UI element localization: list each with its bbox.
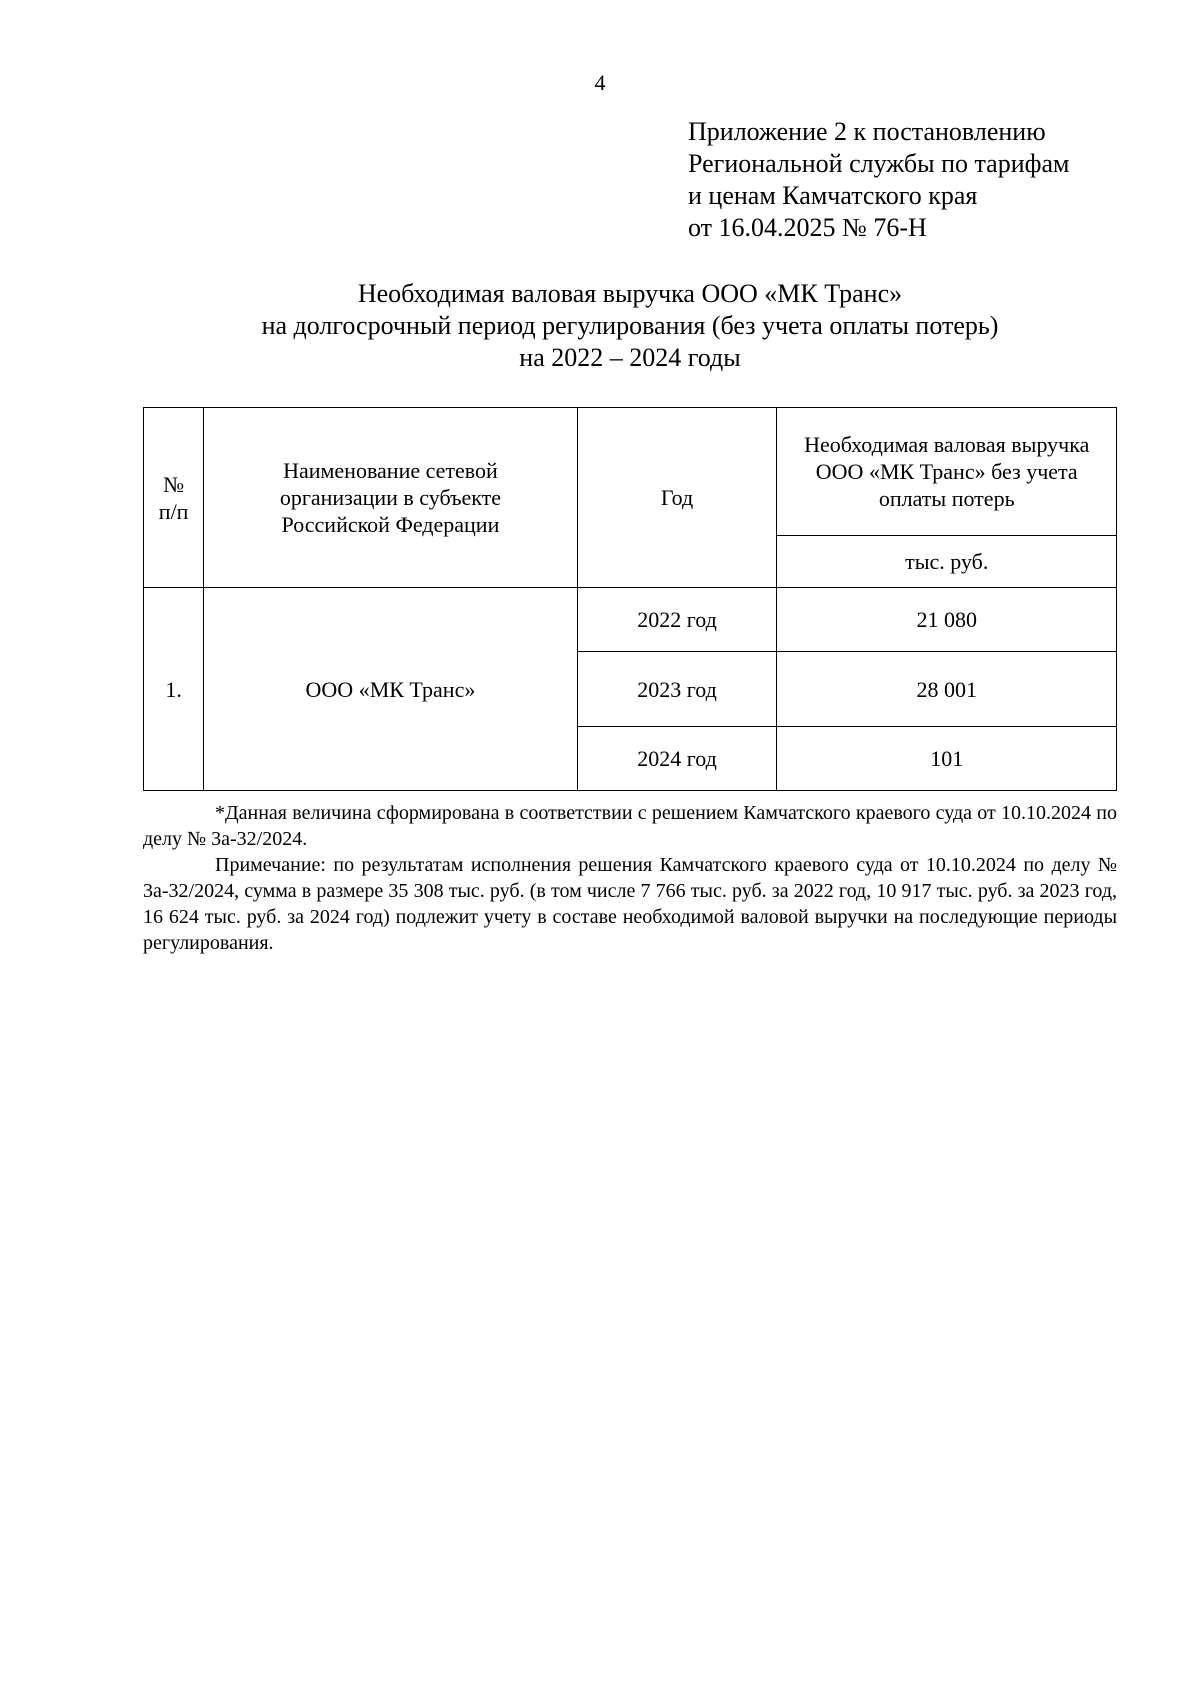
title-line-2: на долгосрочный период регулирования (без учета оплаты потерь) [261, 311, 999, 340]
appendix-line-4: от 16.04.2025 № 76-Н [688, 213, 927, 242]
page-number: 4 [594, 70, 606, 95]
row-year-2023: 2023 год [577, 652, 777, 727]
header-year: Год [577, 408, 777, 588]
row-org-name: ООО «МК Транс» [204, 588, 577, 791]
appendix-line-1: Приложение 2 к постановлению [688, 117, 1046, 146]
appendix-line-3: и ценам Камчатского края [688, 181, 978, 210]
header-num [144, 408, 204, 588]
document-title [0, 278, 1200, 374]
revenue-table [143, 407, 1117, 791]
row-year-2022: 2022 год [577, 588, 777, 652]
header-name [204, 408, 577, 588]
header-num-abbr: п/п [158, 498, 189, 524]
title-line-1: Необходимая валовая выручка ООО «МК Транс» [357, 279, 903, 308]
appendix-header [688, 116, 1069, 244]
row-num: 1. [144, 588, 204, 791]
title-line-3: на 2022 – 2024 годы [519, 343, 741, 372]
row-value-2024: 101 [777, 727, 1117, 791]
table-header-row [144, 408, 1117, 536]
row-year-2024: 2024 год [577, 727, 777, 791]
table-row [144, 588, 1117, 652]
row-value-2022: 21 080 [777, 588, 1117, 652]
remark: Примечание: по результатам исполнения решения Камчатского краевого суда от 10.10.2024 по делу № 3а-32/2024, сумма в размере 35 308 тыс. руб. (в том числе 7 766 тыс. руб. за 2022 год, 10 917 тыс. руб. за 2023 год, 16 624 тыс. руб. за 2024 год) подлежит учету в составе необходимой валовой выручки на последующие периоды регулирования. [143, 854, 1117, 954]
header-num-symbol: № [163, 471, 185, 497]
header-value: Необходимая валовая выручка ООО «МК Транс» без учета оплаты потерь [777, 408, 1117, 536]
row-value-2023: 28 001 [777, 652, 1117, 727]
notes-section [143, 800, 1117, 956]
header-name-text: Наименование сетевой организации в субъекте Российской Федерации [279, 458, 502, 537]
header-unit: тыс. руб. [777, 536, 1117, 588]
footnote: *Данная величина сформирована в соответствии с решением Камчатского краевого суда от 10.10.2024 по делу № 3а-32/2024. [143, 802, 1117, 850]
appendix-line-2: Региональной службы по тарифам [688, 149, 1070, 178]
